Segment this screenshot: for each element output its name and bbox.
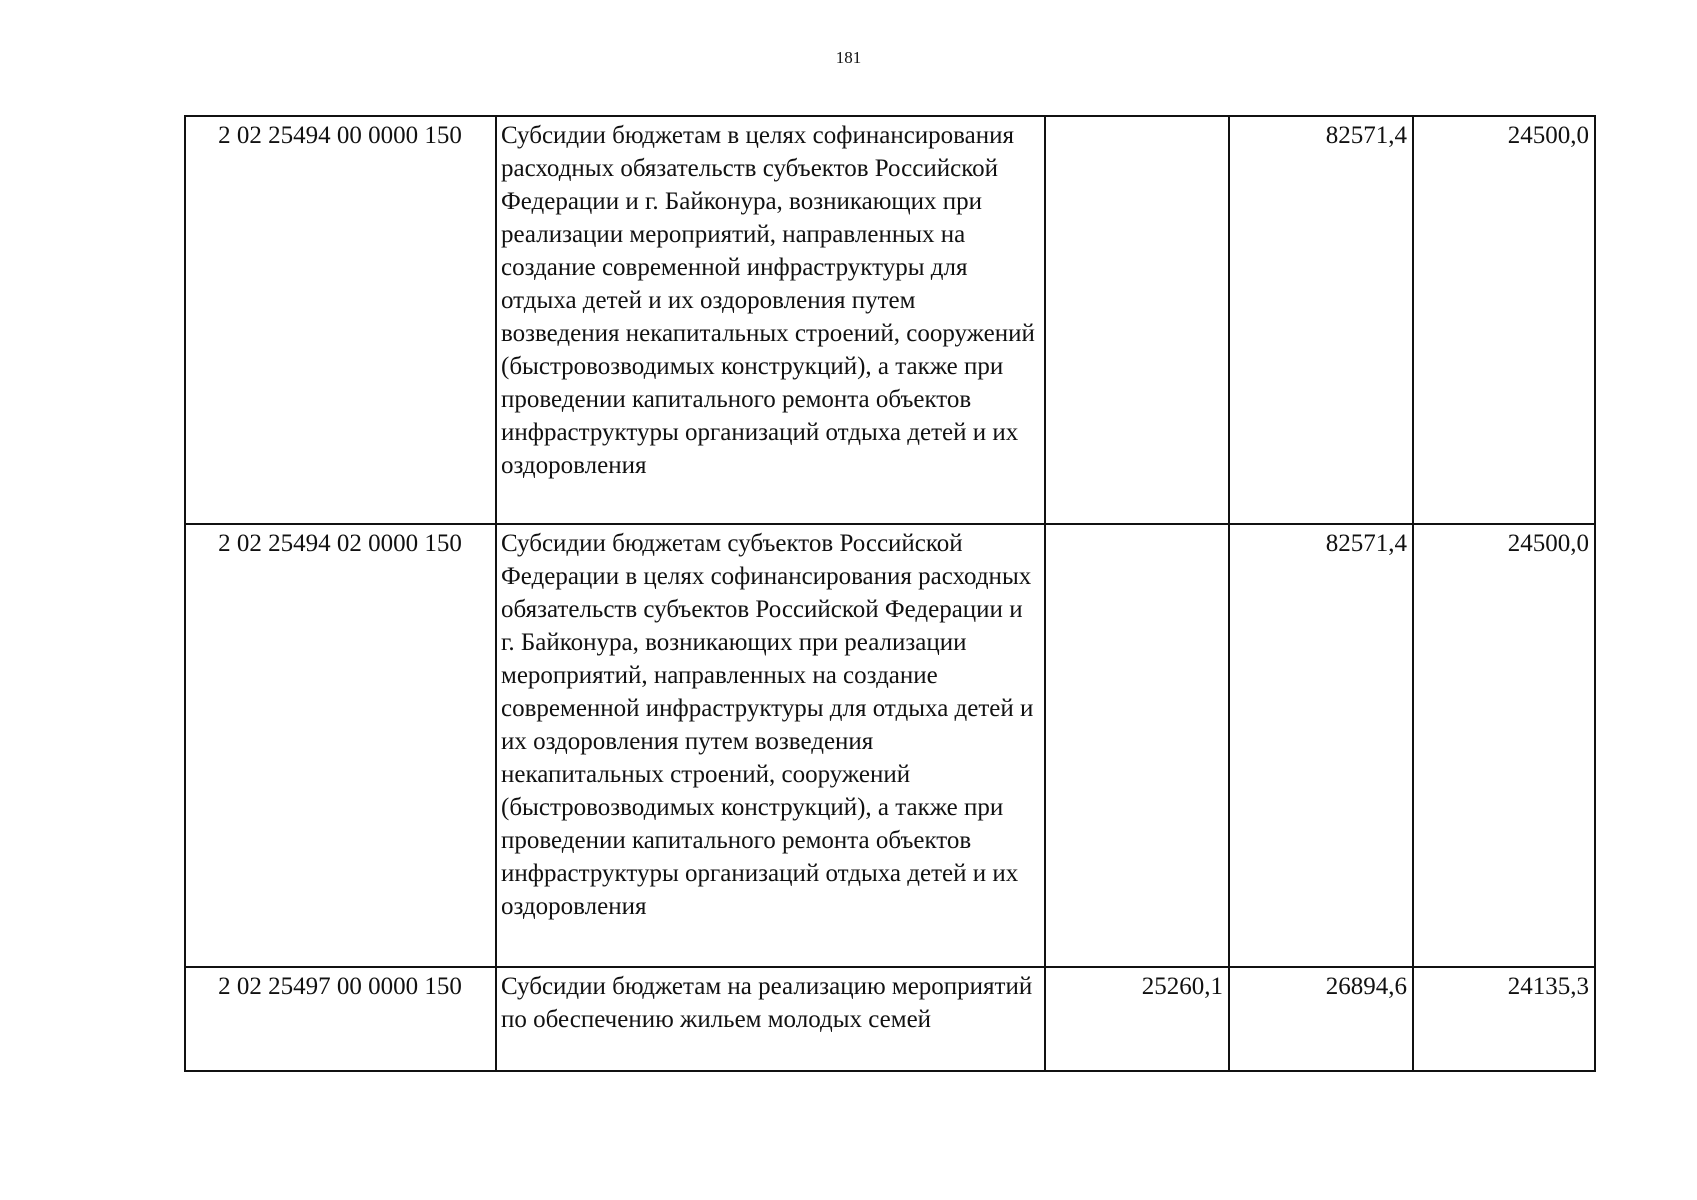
page-number: 181 bbox=[835, 48, 862, 67]
value-cell-1: 25260,1 bbox=[1045, 967, 1229, 1071]
table-row bbox=[185, 116, 1595, 524]
budget-code-cell: 2 02 25494 02 0000 150 bbox=[185, 524, 496, 967]
value-cell-3: 24500,0 bbox=[1413, 116, 1595, 524]
description-cell: Субсидии бюджетам субъектов Российской Федерации в целях софинансирования расходных обязательств субъектов Российской Федерации и г. Байконура, возникающих при реализации мероприятий, направленных на создание современной инфраструктуры для отдыха детей и их оздоровления путем возведения некапитальных строений, сооружений (быстровозводимых конструкций), а также при проведении капитального ремонта объектов инфраструктуры организаций отдыха детей и их оздоровления bbox=[496, 524, 1045, 967]
table-row bbox=[185, 967, 1595, 1071]
budget-code-cell: 2 02 25497 00 0000 150 bbox=[185, 967, 496, 1071]
budget-code-cell: 2 02 25494 00 0000 150 bbox=[185, 116, 496, 524]
budget-table bbox=[184, 115, 1596, 1072]
value-cell-1 bbox=[1045, 116, 1229, 524]
table-row bbox=[185, 524, 1595, 967]
description-cell: Субсидии бюджетам на реализацию мероприятий по обеспечению жильем молодых семей bbox=[496, 967, 1045, 1071]
value-cell-2: 82571,4 bbox=[1229, 116, 1413, 524]
value-cell-1 bbox=[1045, 524, 1229, 967]
description-cell: Субсидии бюджетам в целях софинансирования расходных обязательств субъектов Российской Федерации и г. Байконура, возникающих при реализации мероприятий, направленных на создание современной инфраструктуры для отдыха детей и их оздоровления путем возведения некапитальных строений, сооружений (быстровозводимых конструкций), а также при проведении капитального ремонта объектов инфраструктуры организаций отдыха детей и их оздоровления bbox=[496, 116, 1045, 524]
value-cell-3: 24500,0 bbox=[1413, 524, 1595, 967]
value-cell-3: 24135,3 bbox=[1413, 967, 1595, 1071]
value-cell-2: 82571,4 bbox=[1229, 524, 1413, 967]
value-cell-2: 26894,6 bbox=[1229, 967, 1413, 1071]
